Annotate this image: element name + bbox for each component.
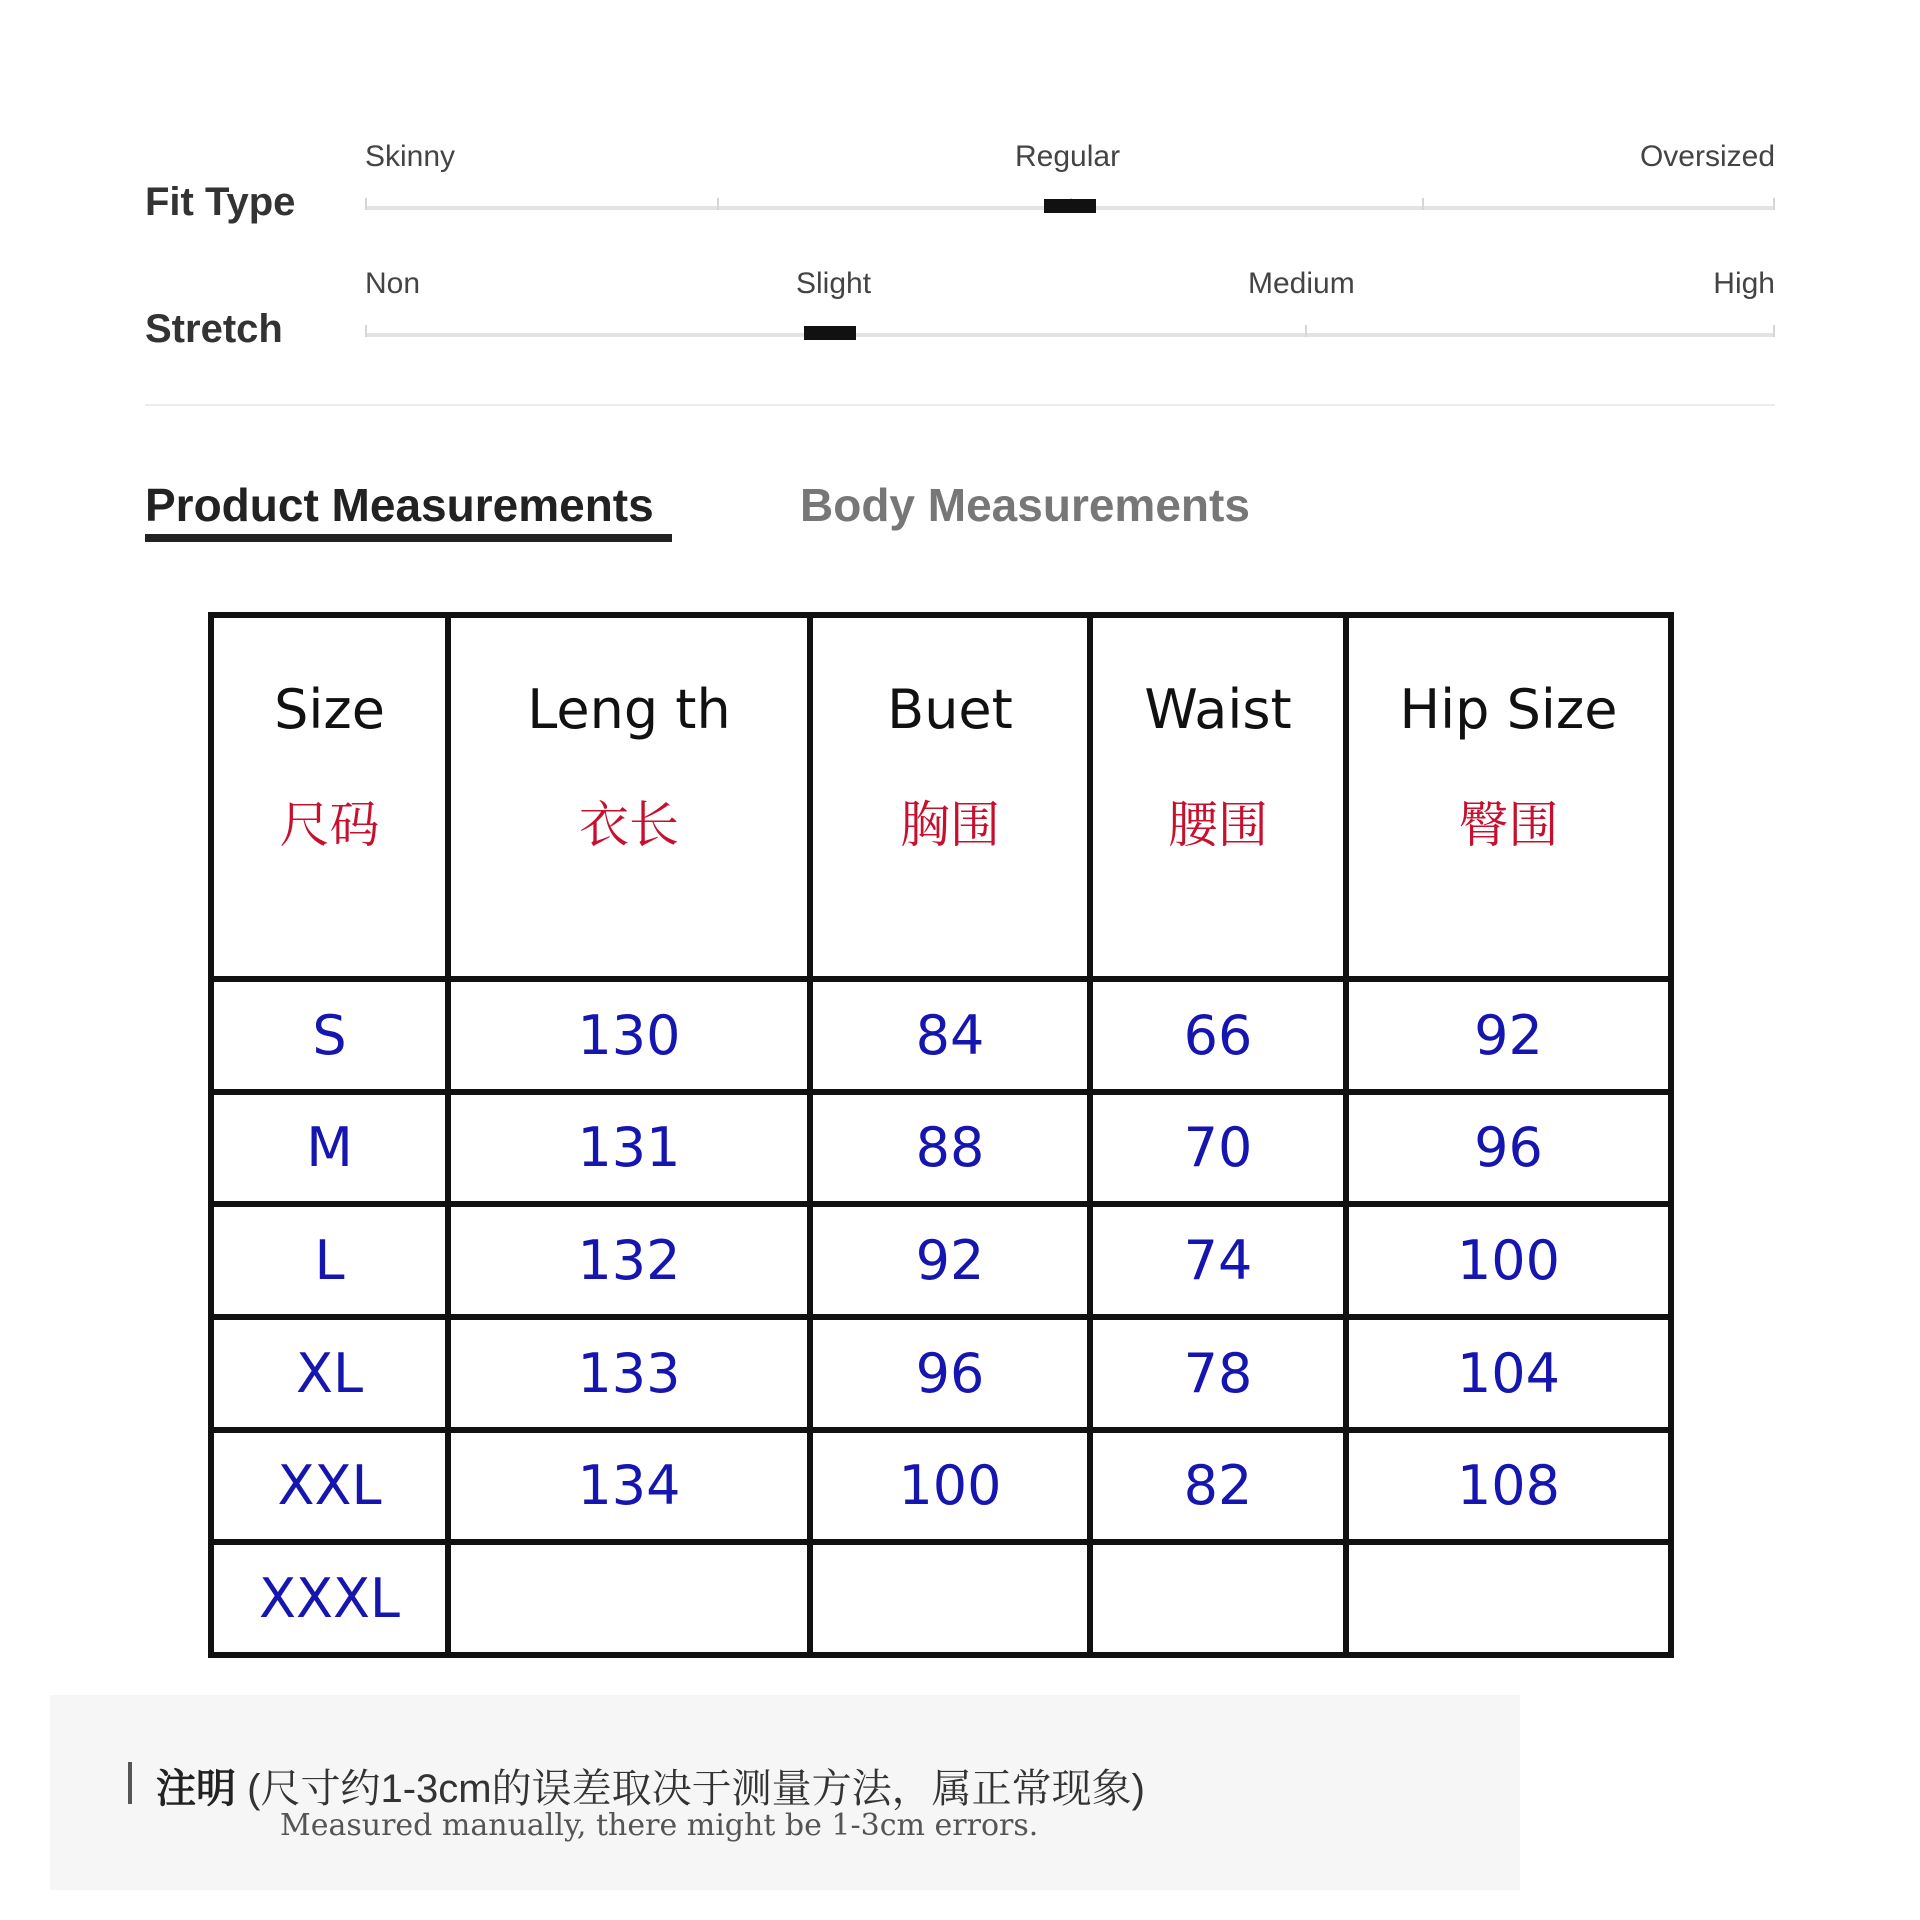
note-cn-text: (尺寸约1-3cm的误差取决于测量方法，属正常现象) [247,1767,1145,1811]
stretch-tick [365,325,367,337]
cell-bust: 96 [810,1317,1090,1430]
cell-size: M [211,1092,448,1205]
note-cn [156,1757,1145,1814]
cell-bust: 92 [810,1204,1090,1317]
cell-bust: 84 [810,979,1090,1092]
size-chart-table [208,612,1674,1658]
cell-waist: 78 [1090,1317,1346,1430]
cell-waist: 66 [1090,979,1346,1092]
cell-hip: 104 [1346,1317,1671,1430]
cell-length: 131 [448,1092,810,1205]
fit-tick [717,198,719,210]
cell-hip: 92 [1346,979,1671,1092]
cell-length: 132 [448,1204,810,1317]
table-row [211,1542,1671,1655]
cell-waist: 70 [1090,1092,1346,1205]
stretch-option-medium: Medium [1248,267,1355,300]
table-row [211,1430,1671,1543]
cell-length [448,1542,810,1655]
stretch-option-non: Non [365,267,421,300]
cell-hip [1346,1542,1671,1655]
cell-waist [1090,1542,1346,1655]
fit-tick [1422,198,1424,210]
cell-waist: 74 [1090,1204,1346,1317]
fit-type-label: Fit Type [145,180,296,224]
cell-waist: 82 [1090,1430,1346,1543]
cell-size: XXXL [211,1542,448,1655]
table-row [211,979,1671,1092]
cell-length: 130 [448,979,810,1092]
header-waist: Waist 腰围 [1090,615,1346,979]
section-divider [145,404,1775,406]
cell-size: S [211,979,448,1092]
stretch-option-high: High [1713,267,1775,300]
cell-hip: 96 [1346,1092,1671,1205]
cell-size: L [211,1204,448,1317]
tab-body-measurements[interactable]: Body Measurements [800,479,1250,531]
tab-product-measurements[interactable]: Product Measurements [145,479,654,531]
header-size: Size 尺码 [211,615,448,979]
cell-size: XXL [211,1430,448,1543]
note-title: 注明 [156,1767,236,1811]
fit-option-regular: Regular [1015,140,1121,173]
note-en-text: Measured manually, there might be 1-3cm errors. [280,1808,1039,1843]
header-length: Leng th 衣长 [448,615,810,979]
stretch-track [365,333,1775,337]
table-row [211,1317,1671,1430]
note-accent-bar [128,1762,132,1804]
stretch-tick [1773,325,1775,337]
table-row [211,1092,1671,1205]
cell-length: 133 [448,1317,810,1430]
cell-hip: 100 [1346,1204,1671,1317]
cell-size: XL [211,1317,448,1430]
cell-length: 134 [448,1430,810,1543]
active-tab-underline [145,534,672,542]
stretch-marker [804,326,856,340]
fit-tick [365,198,367,210]
table-row [211,1204,1671,1317]
cell-bust: 88 [810,1092,1090,1205]
fit-type-marker [1044,199,1096,213]
fit-tick [1773,198,1775,210]
table-header-row [211,615,1671,979]
cell-hip: 108 [1346,1430,1671,1543]
stretch-option-slight: Slight [796,267,872,300]
stretch-tick [1305,325,1307,337]
fit-option-skinny: Skinny [365,140,456,173]
cell-bust: 100 [810,1430,1090,1543]
stretch-label: Stretch [145,307,283,351]
header-hip-size: Hip Size 臀围 [1346,615,1671,979]
header-bust: Buet 胸围 [810,615,1090,979]
fit-option-oversized: Oversized [1639,140,1775,173]
cell-bust [810,1542,1090,1655]
